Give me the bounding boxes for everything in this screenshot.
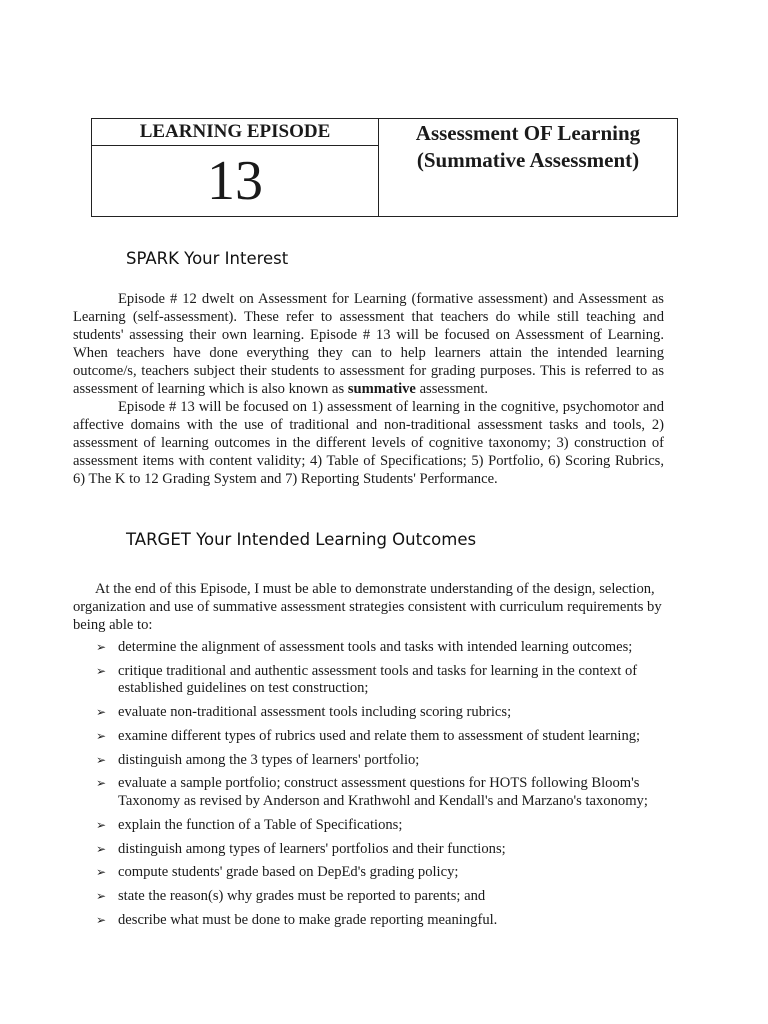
episode-header-table (91, 118, 678, 217)
arrow-bullet-icon: ➢ (96, 912, 107, 927)
outcome-text: critique traditional and authentic assessment tools and tasks for learning in the context of established guidelines on test construction; (118, 662, 638, 697)
list-item (96, 728, 676, 746)
spark-paragraph-1-end: assessment. (415, 380, 489, 397)
outcome-text: describe what must be done to make grade reporting meaningful. (118, 911, 498, 928)
target-intro: At the end of this Episode, I must be able to demonstrate understanding of the design, selection, organization and use of summative assessment strategies consistent with curriculum requirements by being able to: (73, 581, 662, 633)
target-heading: TARGET Your Intended Learning Outcomes (126, 530, 477, 549)
arrow-bullet-icon: ➢ (96, 817, 107, 832)
list-item (96, 817, 676, 835)
arrow-bullet-icon: ➢ (96, 841, 107, 856)
episode-title (379, 119, 677, 216)
outcome-text: evaluate non-traditional assessment tools including scoring rubrics; (118, 704, 512, 721)
arrow-bullet-icon: ➢ (96, 640, 107, 654)
arrow-bullet-icon: ➢ (96, 865, 107, 880)
arrow-bullet-icon: ➢ (96, 705, 107, 720)
arrow-bullet-icon: ➢ (96, 728, 107, 743)
arrow-bullet-icon: ➢ (96, 752, 107, 767)
list-item (96, 888, 676, 906)
list-item (96, 663, 676, 698)
outcome-text: compute students' grade based on DepEd's grading policy; (118, 864, 459, 881)
list-item (96, 752, 676, 770)
learning-outcomes-list (96, 639, 676, 936)
outcome-text: distinguish among the 3 types of learners' portfolio; (118, 751, 420, 768)
outcome-text: determine the alignment of assessment tools and tasks with intended learning outcomes; (118, 639, 633, 655)
episode-number: 13 (207, 150, 263, 212)
episode-title-line2: (Summative Assessment) (416, 148, 640, 172)
episode-title-line1: Assessment OF Learning (415, 121, 641, 145)
outcome-text: evaluate a sample portfolio; construct assessment questions for HOTS following Bloom's Taxonomy as revised by Anderson and Krathwohl and Kendall's and Marzano's taxonomy; (118, 775, 648, 809)
spark-paragraph-2: Episode # 13 will be focused on 1) assessment of learning in the cognitive, psychomotor and affective domains with the use of traditional and non-traditional assessment tasks and tools, 2) assessment of learning outcomes in the different levels of cognitive taxonomy; 3) construction of assessment items with content validity; 4) Table of Specifications; 5) Portfolio, 6) Scoring Rubrics, 6) The K to 12 Grading System and 7) Reporting Students' Performance. (73, 399, 664, 487)
arrow-bullet-icon: ➢ (96, 663, 107, 678)
outcome-text: state the reason(s) why grades must be reported to parents; and (118, 888, 486, 905)
outcome-text: examine different types of rubrics used and relate them to assessment of student learning; (118, 727, 641, 744)
spark-heading: SPARK Your Interest (126, 249, 289, 268)
outcome-text: explain the function of a Table of Specifications; (118, 816, 403, 833)
list-item (96, 864, 676, 882)
arrow-bullet-icon: ➢ (96, 776, 107, 791)
spark-paragraph-1 (73, 291, 664, 398)
episode-cell (92, 119, 379, 216)
list-item (96, 775, 676, 810)
spark-paragraph-1-text: Episode # 12 dwelt on Assessment for Learning (formative assessment) and Assessment as Learning (self-assessment). These refer to assessment that teachers do while still teaching and students' assessing their own learning. Episode # 13 will be focused on Assessment of Learning. When teachers have done everything they can to help learners attain the intended learning outcome/s, teachers subject their students to assessment for grading purposes. This is referred to as assessment of learning which is also known as (73, 291, 664, 397)
summative-emphasis: summative (347, 380, 416, 397)
list-item (96, 912, 676, 930)
list-item (96, 704, 676, 722)
episode-label: LEARNING EPISODE (92, 119, 378, 146)
arrow-bullet-icon: ➢ (96, 889, 107, 904)
list-item (96, 639, 676, 657)
outcome-text: distinguish among types of learners' portfolios and their functions; (118, 840, 506, 857)
list-item (96, 841, 676, 859)
